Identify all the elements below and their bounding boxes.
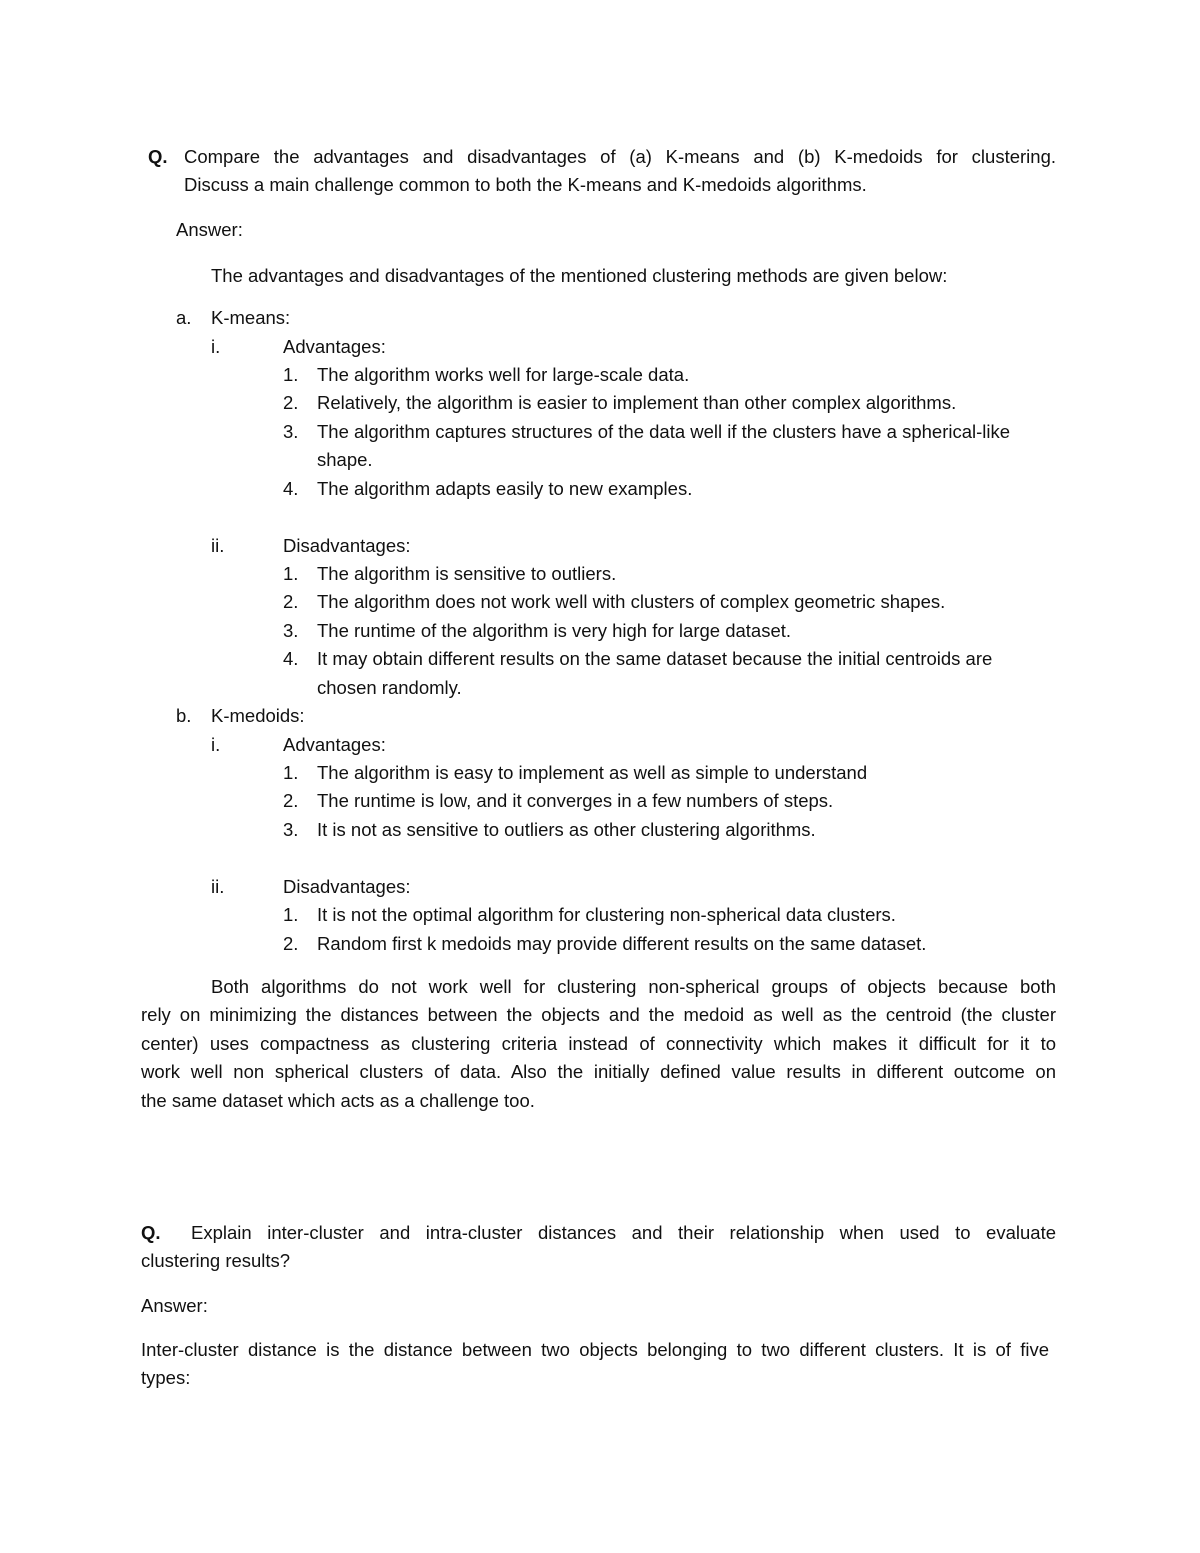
q1-question-line1: Compare the advantages and disadvantages of (a) K-means and (b) K-medoids for clustering. xyxy=(184,146,1056,167)
list-item: The runtime of the algorithm is very high for large dataset. xyxy=(317,620,792,641)
list-item-number: 3. xyxy=(283,819,299,840)
q1-marker: Q. xyxy=(148,146,168,167)
list-item: The runtime is low, and it converges in a few numbers of steps. xyxy=(317,790,834,811)
list-item-number: 1. xyxy=(283,364,299,385)
kmedoids-adv-label: Advantages: xyxy=(283,734,386,755)
kmedoids-dis-marker: ii. xyxy=(211,876,225,897)
list-item: The algorithm does not work well with clusters of complex geometric shapes. xyxy=(317,591,946,612)
list-item-number: 1. xyxy=(283,563,299,584)
q2-question-line1: Explain inter-cluster and intra-cluster distances and their relationship when used to evaluate xyxy=(191,1222,1056,1243)
list-item-number: 3. xyxy=(283,421,299,442)
section-a-label: K-means: xyxy=(211,307,291,328)
list-item-number: 4. xyxy=(283,648,299,669)
list-item: It is not the optimal algorithm for clustering non-spherical data clusters. xyxy=(317,904,896,925)
list-item: It may obtain different results on the same dataset because the initial centroids are xyxy=(317,648,993,669)
kmeans-adv-label: Advantages: xyxy=(283,336,386,357)
kmeans-adv-marker: i. xyxy=(211,336,221,357)
q1-intro: The advantages and disadvantages of the mentioned clustering methods are given below: xyxy=(211,265,948,286)
section-a-marker: a. xyxy=(176,307,192,328)
kmedoids-adv-marker: i. xyxy=(211,734,221,755)
kmeans-dis-marker: ii. xyxy=(211,535,225,556)
q2-answer-label: Answer: xyxy=(141,1295,208,1316)
list-item-number: 1. xyxy=(283,904,299,925)
list-item: Relatively, the algorithm is easier to implement than other complex algorithms. xyxy=(317,392,957,413)
conclusion-line: Both algorithms do not work well for clustering non-spherical groups of objects because both xyxy=(211,976,1056,997)
conclusion-line: rely on minimizing the distances between the objects and the medoid as well as the centroid (the cluster xyxy=(141,1004,1056,1025)
section-b-label: K-medoids: xyxy=(211,705,305,726)
q1-answer-label: Answer: xyxy=(176,219,243,240)
q2-paragraph-line1: Inter-cluster distance is the distance between two objects belonging to two different clusters. It is of five xyxy=(141,1339,1049,1360)
list-item: The algorithm works well for large-scale data. xyxy=(317,364,690,385)
list-item: The algorithm captures structures of the data well if the clusters have a spherical-like xyxy=(317,421,1011,442)
list-item: The algorithm is sensitive to outliers. xyxy=(317,563,617,584)
q2-marker: Q. xyxy=(141,1222,161,1243)
list-item-number: 4. xyxy=(283,478,299,499)
list-item-number: 1. xyxy=(283,762,299,783)
conclusion-line: center) uses compactness as clustering criteria instead of connectivity which makes it difficult for it to xyxy=(141,1033,1056,1054)
list-item: The algorithm is easy to implement as well as simple to understand xyxy=(317,762,868,783)
kmedoids-dis-label: Disadvantages: xyxy=(283,876,411,897)
list-item: Random first k medoids may provide different results on the same dataset. xyxy=(317,933,927,954)
list-item: The algorithm adapts easily to new examples. xyxy=(317,478,693,499)
list-item: It is not as sensitive to outliers as other clustering algorithms. xyxy=(317,819,816,840)
conclusion-line: the same dataset which acts as a challenge too. xyxy=(141,1090,535,1111)
list-item-number: 3. xyxy=(283,620,299,641)
q2-paragraph-line2: types: xyxy=(141,1367,191,1388)
list-item-continuation: shape. xyxy=(317,449,373,470)
list-item-continuation: chosen randomly. xyxy=(317,677,462,698)
q1-question-line2: Discuss a main challenge common to both the K-means and K-medoids algorithms. xyxy=(184,174,867,195)
list-item-number: 2. xyxy=(283,591,299,612)
q2-question-line2: clustering results? xyxy=(141,1250,291,1271)
list-item-number: 2. xyxy=(283,933,299,954)
section-b-marker: b. xyxy=(176,705,192,726)
list-item-number: 2. xyxy=(283,790,299,811)
conclusion-line: work well non spherical clusters of data. Also the initially defined value results in different outcome on xyxy=(141,1061,1056,1082)
kmeans-dis-label: Disadvantages: xyxy=(283,535,411,556)
list-item-number: 2. xyxy=(283,392,299,413)
